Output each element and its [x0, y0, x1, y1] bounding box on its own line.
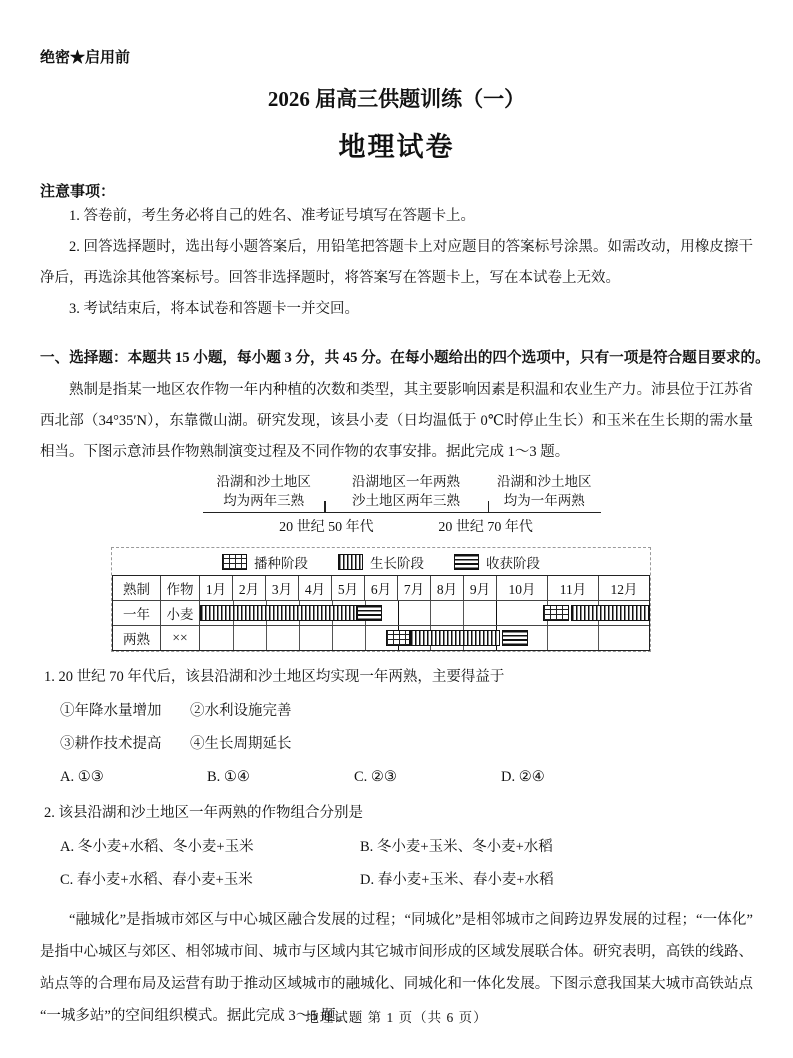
grid-stage-bar — [543, 605, 570, 621]
question-2-choices-row-1 — [40, 836, 753, 858]
timeline-tick-1970s — [488, 501, 490, 513]
section-one-heading: 一、选择题：本题共 15 小题，每小题 3 分，共 45 分。在每小题给出的四个选项中，只有一项是符合题目要求的。 — [40, 350, 770, 366]
legend-item — [454, 552, 540, 572]
header-regime: 熟制 — [123, 582, 150, 597]
q2-choice: C. 春小麦+水稻、春小麦+玉米 — [60, 872, 253, 888]
timeline-periods — [203, 472, 601, 513]
horizontal-stage-bar — [502, 630, 528, 646]
crop-cell: 小麦 — [160, 601, 199, 625]
month-cell — [430, 601, 463, 625]
legend-item — [338, 552, 424, 572]
farming-calendar-table — [112, 575, 650, 651]
farming-calendar-figure — [111, 547, 651, 652]
notice-item: 1. 答卷前，考生务必将自己的姓名、准考证号填写在答题卡上。 — [69, 208, 475, 224]
timeline-period-line2: 均为一年两熟 — [503, 493, 585, 508]
header-month: 1月 — [199, 576, 232, 600]
regime-cell: 两熟 — [123, 632, 150, 647]
calendar-row — [113, 625, 649, 650]
month-cell — [299, 626, 332, 650]
timeline-period-line1: 沿湖和沙土地区 — [216, 474, 311, 489]
question-1-stem: 1. 20 世纪 70 年代后，该县沿湖和沙土地区均实现一年两熟，主要得益于 — [44, 669, 505, 685]
question-2-choices-row-2 — [40, 869, 753, 891]
q1-statement: ①年降水量增加 — [60, 703, 162, 719]
notice-item: 3. 考试结束后，将本试卷和答题卡一并交回。 — [69, 301, 359, 317]
month-cell — [547, 626, 598, 650]
timeline-label-1970s: 20 世纪 70 年代 — [438, 520, 533, 535]
exam-title: 2026 届高三供题训练（一） — [267, 87, 526, 111]
vertical-pattern-swatch — [338, 554, 363, 570]
grid-stage-bar — [386, 630, 409, 646]
notice-list — [40, 201, 753, 325]
legend-item — [222, 552, 308, 572]
month-cell — [200, 626, 233, 650]
question-1-statements-row-1 — [40, 700, 753, 722]
month-cell — [496, 601, 547, 625]
header-month: 3月 — [265, 576, 298, 600]
timeline-period — [203, 472, 324, 510]
horizontal-pattern-swatch — [454, 554, 479, 570]
cropping-system-timeline — [203, 472, 601, 537]
q1-statement: ③耕作技术提高 — [60, 736, 162, 752]
timeline-period-line1: 沿湖和沙土地区 — [497, 474, 592, 489]
timeline-period-line2: 均为两年三熟 — [223, 493, 305, 508]
notice-heading: 注意事项： — [40, 184, 116, 200]
legend-label: 生长阶段 — [370, 555, 424, 571]
grid-pattern-swatch — [222, 554, 247, 570]
header-month: 8月 — [430, 576, 463, 600]
timeline-period-line1: 沿湖地区一年两熟 — [351, 474, 460, 489]
q1-choice: D. ②④ — [501, 769, 545, 785]
q1-statement: ④生长周期延长 — [190, 736, 292, 752]
exam-subtitle: 地理试卷 — [338, 132, 455, 162]
calendar-row — [113, 600, 649, 625]
q2-choice: B. 冬小麦+玉米、冬小麦+水稻 — [360, 839, 553, 855]
q1-choice: C. ②③ — [354, 769, 397, 785]
month-cell — [332, 626, 365, 650]
legend-label: 收获阶段 — [486, 555, 540, 571]
q2-choice: A. 冬小麦+水稻、冬小麦+玉米 — [60, 839, 254, 855]
header-month: 2月 — [232, 576, 265, 600]
vertical-stage-bar — [200, 605, 357, 621]
question-2 — [40, 801, 753, 891]
regime-cell: 一年 — [123, 607, 150, 622]
secrecy-label: 绝密★启用前 — [40, 50, 131, 66]
q1-statement: ②水利设施完善 — [190, 703, 292, 719]
timeline-tick-1950s — [324, 501, 326, 513]
month-strip — [199, 626, 649, 650]
timeline-label-1950s: 20 世纪 50 年代 — [279, 520, 374, 535]
header-month: 4月 — [298, 576, 331, 600]
crop-cell: ×× — [160, 626, 199, 650]
question-group-2-intro: “融城化”是指城市郊区与中心城区融合发展的过程；“同城化”是相邻城市之间跨边界发展的过程；“一体化”是指中心城区与郊区、相邻城市间、城市与区域内其它城市间形成的区域发展联合体。研究表明，高铁的线路、站点等的合理布局及运营有助于推动区域城市的融城化、同城化和一体化发展。下图示意我国某大城市高铁站点“一城多站”的空间组织模式。据此完成 3～5 题。 — [40, 912, 753, 1024]
header-crop: 作物 — [160, 576, 199, 600]
timeline-period — [488, 472, 601, 510]
q1-choice: B. ①④ — [207, 769, 250, 785]
header-month: 9月 — [463, 576, 496, 600]
calendar-legend — [112, 548, 650, 575]
question-1 — [40, 665, 753, 788]
notice-item: 2. 回答选择题时，选出每小题答案后，用铅笔把答题卡上对应题目的答案标号涂黑。如需改动，用橡皮擦干净后，再选涂其他答案标号。回答非选择题时，将答案写在答题卡上，写在本试卷上无效。 — [40, 239, 753, 286]
question-group-1-intro: 熟制是指某一地区农作物一年内种植的次数和类型，其主要影响因素是积温和农业生产力。沛县位于江苏省西北部（34°35′N），东靠微山湖。研究发现，该县小麦（日均温低于 0℃时停止生长）和玉米在生长期的需水量相当。下图示意沛县作物熟制演变过程及不同作物的农事安排。据此完成 1～3 题。 — [40, 382, 753, 460]
month-strip — [199, 601, 649, 625]
month-cell — [266, 626, 299, 650]
calendar-header-row — [113, 576, 649, 600]
q1-choice: A. ①③ — [60, 769, 104, 785]
month-cell — [463, 601, 496, 625]
month-cell — [398, 601, 431, 625]
header-month: 10月 — [496, 576, 547, 600]
header-month: 6月 — [364, 576, 397, 600]
legend-label: 播种阶段 — [254, 555, 308, 571]
question-1-statements-row-2 — [40, 733, 753, 755]
timeline-period — [324, 472, 487, 510]
page-footer: 地理试题 第 1 页（共 6 页） — [305, 1010, 488, 1025]
header-month: 7月 — [397, 576, 430, 600]
header-month: 11月 — [547, 576, 598, 600]
q2-choice: D. 春小麦+玉米、春小麦+水稻 — [360, 872, 554, 888]
timeline-labels — [203, 513, 601, 537]
question-2-stem: 2. 该县沿湖和沙土地区一年两熟的作物组合分别是 — [44, 805, 363, 821]
timeline-period-line2: 沙土地区两年三熟 — [351, 493, 460, 508]
month-cell — [233, 626, 266, 650]
vertical-stage-bar — [410, 630, 500, 646]
horizontal-stage-bar — [357, 605, 382, 621]
month-cell — [598, 626, 649, 650]
header-month: 5月 — [331, 576, 364, 600]
vertical-stage-bar — [571, 605, 650, 621]
header-month: 12月 — [598, 576, 649, 600]
question-1-choices — [40, 766, 753, 788]
